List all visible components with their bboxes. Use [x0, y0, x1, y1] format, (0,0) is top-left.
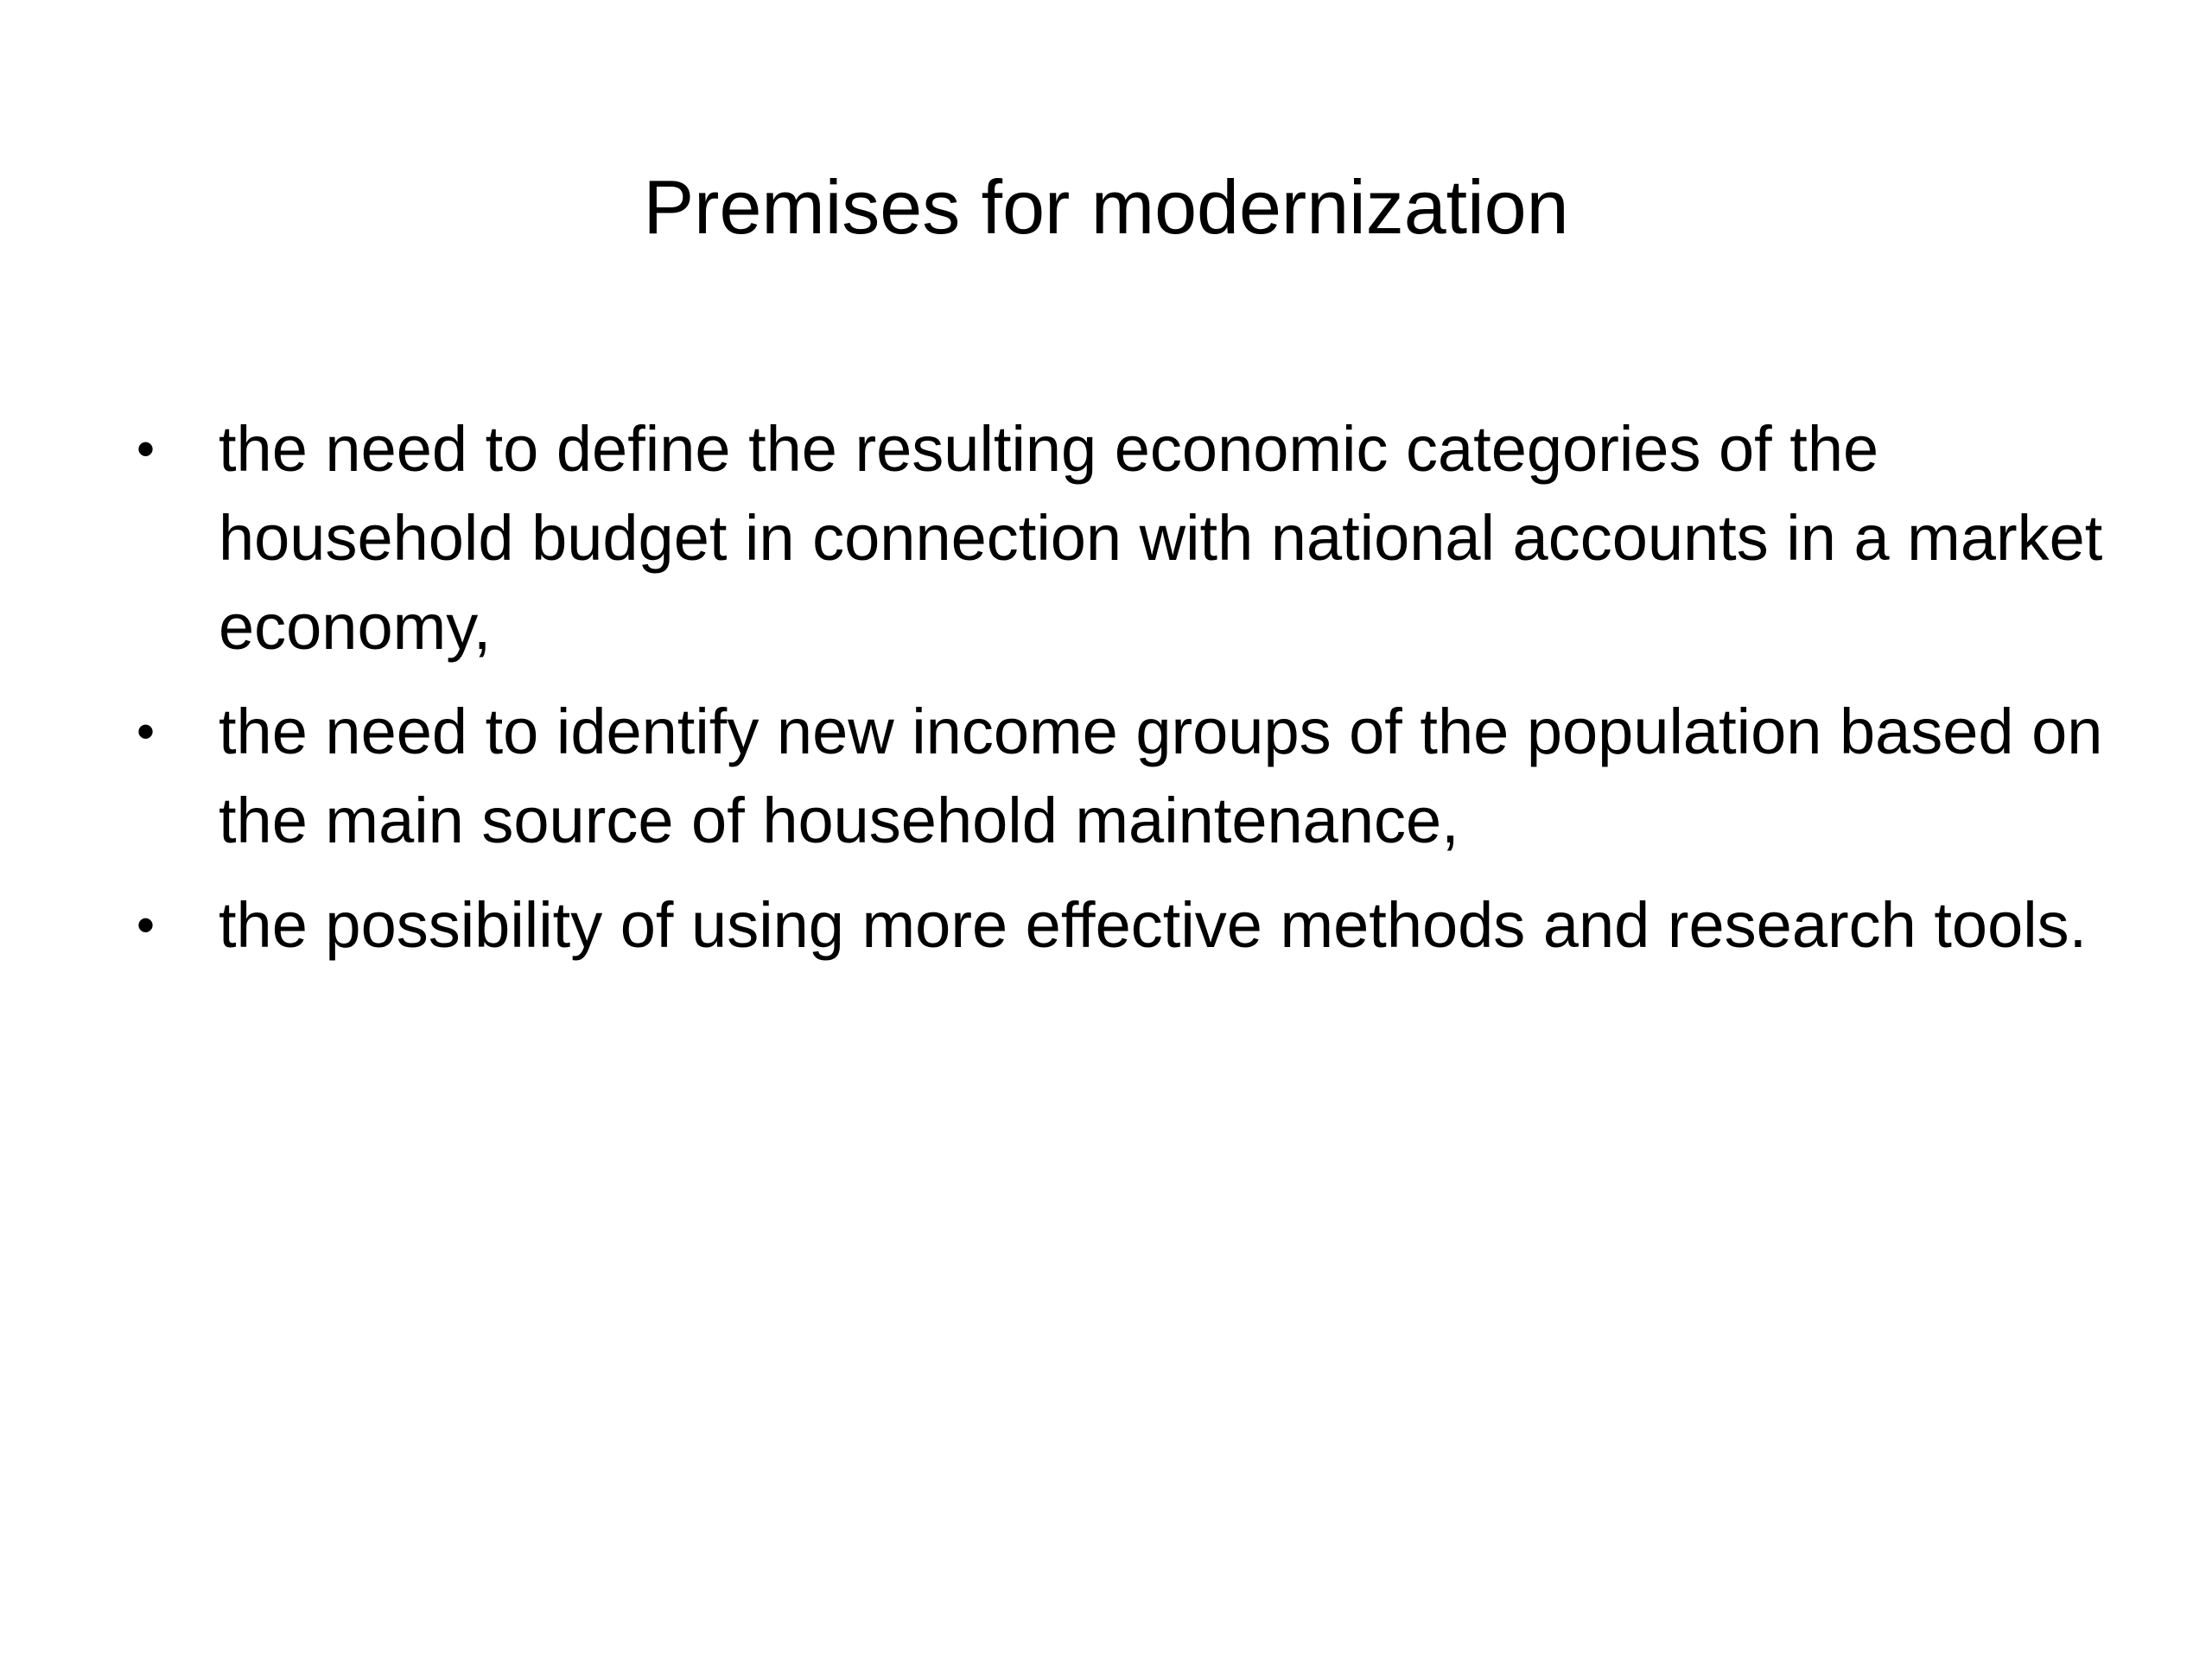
bullet-item	[130, 404, 2108, 671]
slide-title: Premises for modernization	[643, 164, 1569, 250]
bullet-text: the possibility of using more effective methods and research tools.	[219, 889, 2088, 961]
bullet-text: the need to define the resulting economic categories of the household budget in connection with national accounts in a market economy,	[219, 413, 2103, 663]
bullet-text: the need to identify new income groups of the population based on the main source of household maintenance,	[219, 696, 2103, 856]
bullet-item	[130, 687, 2108, 865]
bullet-icon: •	[137, 702, 156, 760]
bullet-icon: •	[137, 420, 156, 478]
bullet-list	[130, 404, 2108, 985]
bullet-icon: •	[137, 896, 156, 954]
bullet-item	[130, 880, 2108, 969]
